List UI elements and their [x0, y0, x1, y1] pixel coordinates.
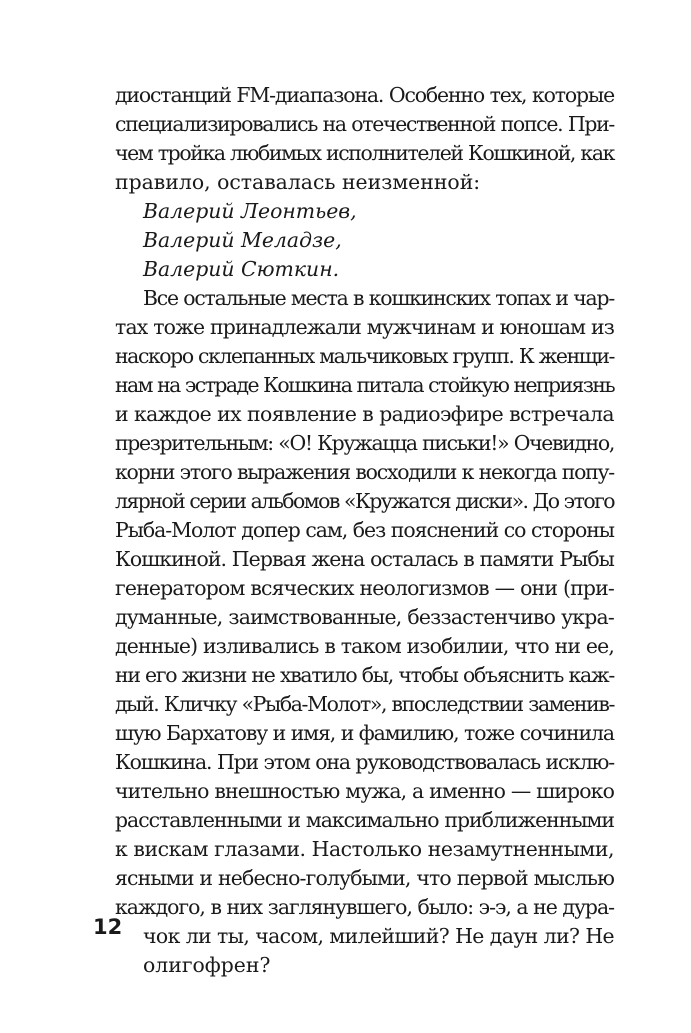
text-line: Кошкиной. Первая жена осталась в памяти Рыбы [115, 547, 614, 571]
text-line: чительно внешностью мужа, а именно — широко [115, 779, 614, 803]
text-line: ни его жизни не хватило бы, чтобы объяснить каж- [115, 663, 614, 687]
text-line: лярной серии альбомов «Кружатся диски». До этого [115, 489, 614, 513]
italic-list-item: Валерий Меладзе, [143, 228, 342, 252]
text-line: к вискам глазами. Настолько незамутненными, [115, 837, 614, 861]
text-line: ясными и небесно-голубыми, что первой мыслью [115, 866, 614, 890]
text-line: шую Бархатову и имя, и фамилию, тоже сочинила [115, 721, 614, 745]
text-line: корни этого выражения восходили к некогда попу- [115, 460, 614, 484]
text-line: диостанций FM-диапазона. Особенно тех, которые [115, 83, 614, 107]
text-line: расставленными и максимально приближенными [115, 808, 614, 832]
text-line: нам на эстраде Кошкина питала стойкую неприязнь [115, 373, 614, 397]
text-line: Рыба-Молот допер сам, без пояснений со стороны [115, 518, 614, 542]
text-line: денные) изливались в таком изобилии, что ни ее, [115, 634, 614, 658]
text-line: генератором всяческих неологизмов — они (при- [115, 576, 614, 600]
italic-list-item: Валерий Сюткин. [143, 257, 340, 281]
page-number: 12 [93, 915, 123, 939]
text-line: Кошкина. При этом она руководствовалась исклю- [115, 750, 614, 774]
italic-list-item: Валерий Леонтьев, [143, 199, 357, 223]
body-text [115, 81, 614, 980]
text-line: презрительным: «О! Кружацца письки!» Очевидно, [115, 431, 614, 455]
text-line: специализировались на отечественной попсе. При- [115, 112, 614, 136]
text-line: чем тройка любимых исполнителей Кошкиной, как [115, 141, 614, 165]
text-line-last: олигофрен? [143, 953, 271, 977]
text-line: наскоро склепанных мальчиковых групп. К женщи- [115, 344, 614, 368]
text-line: дый. Кличку «Рыба-Молот», впоследствии заменив- [115, 692, 614, 716]
text-line: думанные, заимствованные, беззастенчиво укра- [115, 605, 614, 629]
paragraph-first-line: Все остальные места в кошкинских топах и чар- [143, 286, 614, 310]
text-line: и каждое их появление в радиоэфире встречала [115, 402, 614, 426]
text-line: тах тоже принадлежали мужчинам и юношам из [115, 315, 614, 339]
text-line: каждого, в них заглянувшего, было: э-э, а не дура- [115, 895, 614, 919]
text-line: правило, оставалась неизменной: [115, 170, 481, 194]
text-line: чок ли ты, часом, милейший? Не даун ли? Не [143, 924, 614, 948]
